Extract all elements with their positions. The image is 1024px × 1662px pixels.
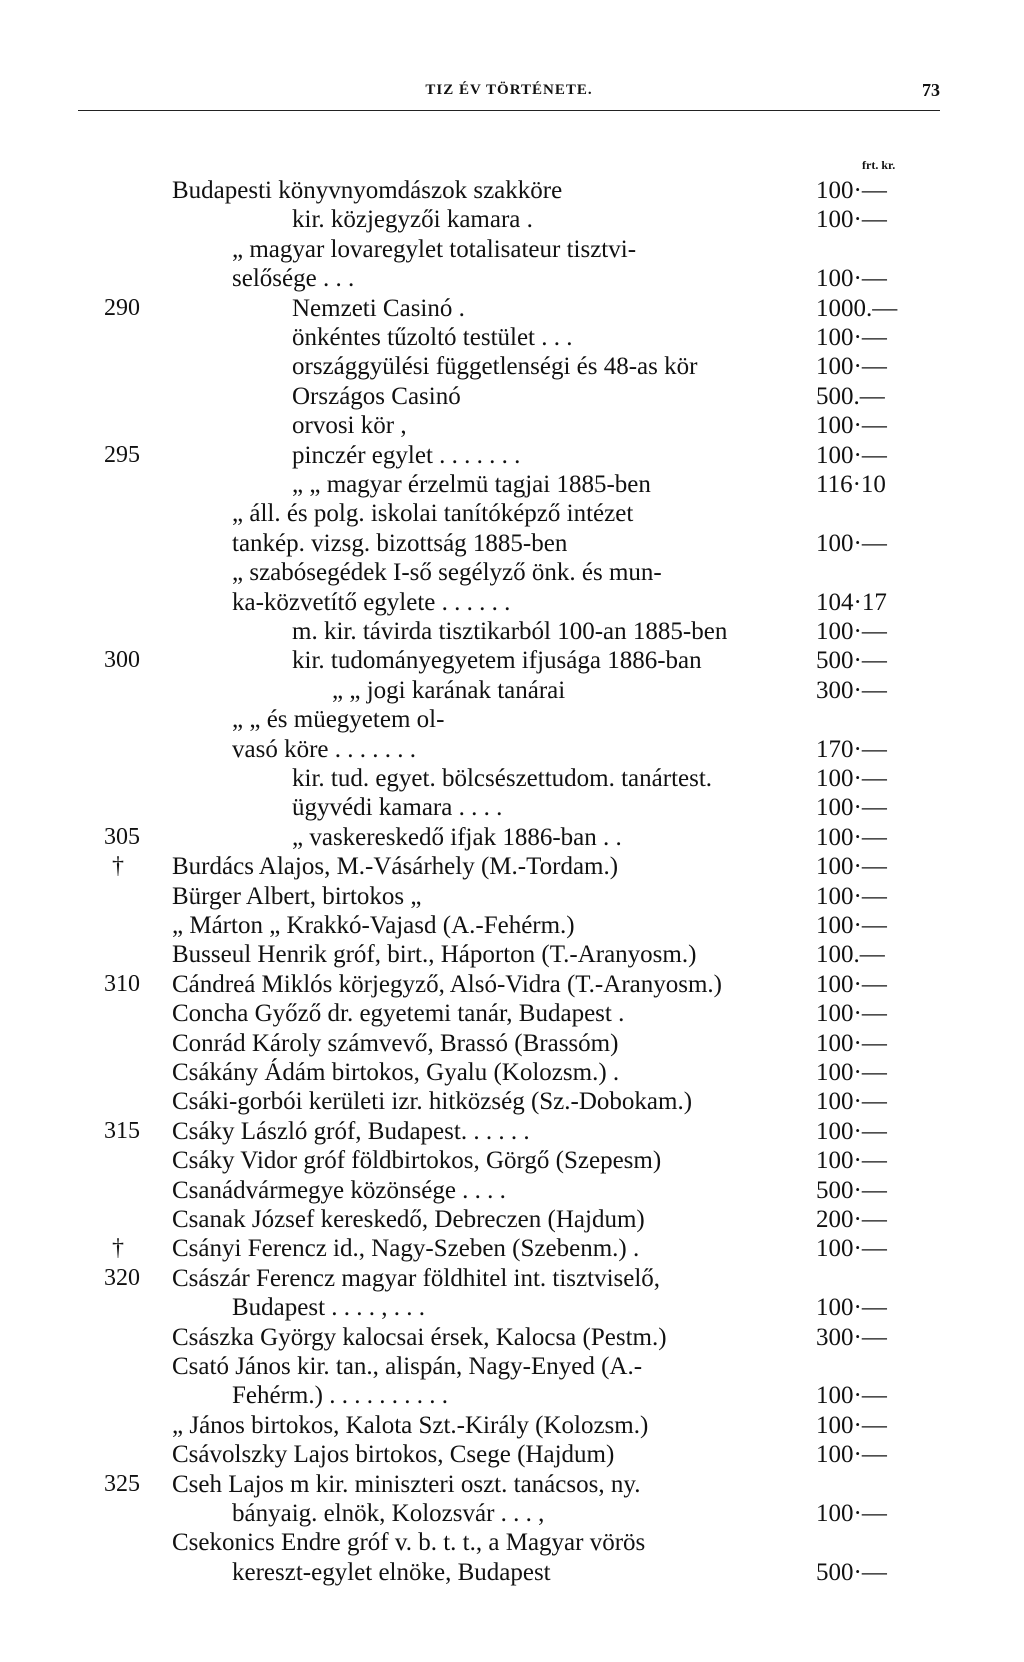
list-item xyxy=(0,882,1024,911)
entry-amount: 100·— xyxy=(816,1235,887,1263)
entry-text: önkéntes tűzoltó testület . . . xyxy=(292,324,573,351)
entry-text: vasó köre . . . . . . . xyxy=(232,735,416,763)
list-item xyxy=(0,1323,1024,1352)
list-item xyxy=(0,1440,1024,1469)
list-item xyxy=(0,676,1024,705)
list-item xyxy=(0,617,1024,646)
entry-amount: 500.— xyxy=(816,382,885,410)
entry-amount: 100·— xyxy=(816,823,887,851)
entry-amount: 100·— xyxy=(816,529,887,557)
entry-text: bányaig. elnök, Kolozsvár . . . , xyxy=(232,1500,545,1527)
entry-amount: 100·— xyxy=(816,1029,887,1057)
entry-amount: 100·— xyxy=(816,794,887,822)
list-item xyxy=(0,852,1024,881)
line-number: 300 xyxy=(104,647,140,674)
list-item xyxy=(0,205,1024,234)
entry-amount: 100·— xyxy=(816,353,887,381)
entry-text: kir. tud. egyet. bölcsészettudom. tanártest. xyxy=(292,765,713,792)
entry-text: Bürger Albert, birtokos „ xyxy=(172,882,422,910)
entry-amount: 100·— xyxy=(816,1059,887,1086)
entry-amount: 100·— xyxy=(816,1411,887,1439)
entry-amount: 500·— xyxy=(816,1176,887,1204)
entry-text: „ áll. és polg. iskolai tanítóképző intézet xyxy=(232,500,634,528)
entry-text: tankép. vizsg. bizottság 1885-ben xyxy=(232,529,568,557)
entry-text: Concha Győző dr. egyetemi tanár, Budapest . xyxy=(172,1000,625,1028)
list-item xyxy=(0,1087,1024,1116)
list-item xyxy=(0,735,1024,764)
list-item xyxy=(0,235,1024,264)
entry-text: Budapest . . . . , . . . xyxy=(232,1294,426,1322)
entry-text: Conrád Károly számvevő, Brassó (Brassóm) xyxy=(172,1029,619,1057)
entry-amount: 100·— xyxy=(816,206,887,234)
entry-amount: 100·— xyxy=(816,1294,887,1322)
list-item xyxy=(0,294,1024,323)
entry-amount: 100·— xyxy=(816,1088,887,1116)
entry-amount: 1000.— xyxy=(816,294,898,322)
entry-text: „ János birtokos, Kalota Szt.-Király (Kolozsm.) xyxy=(172,1411,649,1439)
list-item xyxy=(0,999,1024,1028)
list-item xyxy=(0,411,1024,440)
entry-text: ka-közvetítő egylete . . . . . . xyxy=(232,588,511,616)
entry-amount: 100·— xyxy=(816,265,887,293)
list-item xyxy=(0,646,1024,675)
entry-text: országgyülési függetlenségi és 48-as kör xyxy=(292,353,698,381)
entry-text: „ Márton „ Krakkó-Vajasd (A.-Fehérm.) xyxy=(172,912,575,939)
entry-text: „ „ magyar érzelmü tagjai 1885-ben xyxy=(292,471,651,498)
list-item xyxy=(0,1146,1024,1175)
list-item xyxy=(0,823,1024,852)
list-item xyxy=(0,588,1024,617)
entry-amount: 116·10 xyxy=(816,471,886,498)
list-item xyxy=(0,764,1024,793)
list-item xyxy=(0,793,1024,822)
entry-amount: 104·17 xyxy=(816,588,887,616)
line-number: 320 xyxy=(104,1264,140,1291)
list-item xyxy=(0,705,1024,734)
entry-text: Busseul Henrik gróf, birt., Háporton (T.-Aranyosm.) xyxy=(172,941,697,969)
entry-amount: 100·— xyxy=(816,853,887,881)
running-header xyxy=(78,80,940,112)
entry-text: Cseh Lajos m kir. miniszteri oszt. tanácsos, ny. xyxy=(172,1470,641,1498)
entry-amount: 100·— xyxy=(816,1382,887,1410)
entry-text: Csákány Ádám birtokos, Gyalu (Kolozsm.) . xyxy=(172,1059,620,1086)
list-item xyxy=(0,970,1024,999)
list-item xyxy=(0,1499,1024,1528)
entry-text: Csanak József kereskedő, Debreczen (Hajdum) xyxy=(172,1206,645,1233)
entry-text: Budapesti könyvnyomdászok szakköre xyxy=(172,177,563,204)
entry-amount: 100·— xyxy=(816,618,887,645)
entry-amount: 100·— xyxy=(816,765,887,792)
list-item xyxy=(0,382,1024,411)
entry-text: kir. tudományegyetem ifjusága 1886-ban xyxy=(292,647,702,675)
line-number: † xyxy=(112,853,124,880)
header-rule xyxy=(78,110,940,111)
entry-text: Csekonics Endre gróf v. b. t. t., a Magyar vörös xyxy=(172,1529,646,1557)
entry-amount: 100·— xyxy=(816,1000,887,1028)
entry-amount: 100.— xyxy=(816,941,885,969)
currency-units-label: frt. kr. xyxy=(862,158,896,172)
list-item xyxy=(0,558,1024,587)
line-number: 305 xyxy=(104,823,140,850)
entry-text: „ magyar lovaregylet totalisateur tisztvi- xyxy=(232,235,637,263)
entry-amount: 100·— xyxy=(816,1441,887,1469)
entry-amount: 100·— xyxy=(816,1117,887,1145)
entry-amount: 100·— xyxy=(816,441,887,469)
list-item xyxy=(0,1058,1024,1087)
entry-text: Nemzeti Casinó . xyxy=(292,294,465,322)
list-item xyxy=(0,264,1024,293)
entry-text: selősége . . . xyxy=(232,265,355,293)
list-item xyxy=(0,1176,1024,1205)
entry-text: „ vaskereskedő ifjak 1886-ban . . xyxy=(292,823,622,851)
entry-text: Császka György kalocsai érsek, Kalocsa (Pestm.) xyxy=(172,1323,667,1351)
entry-amount: 100·— xyxy=(816,1147,887,1175)
line-number: † xyxy=(112,1235,124,1262)
entry-text: Csávolszky Lajos birtokos, Csege (Hajdum) xyxy=(172,1441,615,1469)
line-number: 290 xyxy=(104,294,140,321)
page-number: 73 xyxy=(922,80,940,100)
entry-text: Csányi Ferencz id., Nagy-Szeben (Szebenm.) . xyxy=(172,1235,640,1263)
running-title: TIZ ÉV TÖRTÉNETE. xyxy=(425,82,593,98)
entry-text: orvosi kör , xyxy=(292,412,407,440)
list-item xyxy=(0,1234,1024,1263)
entry-text: „ szabósegédek I-ső segélyző önk. és mun- xyxy=(232,559,662,587)
entry-amount: 100·— xyxy=(816,324,887,351)
entry-amount: 200·— xyxy=(816,1206,887,1233)
list-item xyxy=(0,441,1024,470)
list-item xyxy=(0,1117,1024,1146)
list-item xyxy=(0,470,1024,499)
entry-text: Csáky Vidor gróf földbirtokos, Görgő (Szepesm) xyxy=(172,1147,662,1175)
line-number: 295 xyxy=(104,441,140,468)
list-item xyxy=(0,1381,1024,1410)
list-item xyxy=(0,1205,1024,1234)
entry-text: Országos Casinó xyxy=(292,382,461,410)
entry-amount: 100·— xyxy=(816,177,887,204)
entry-amount: 170·— xyxy=(816,735,887,763)
line-number: 310 xyxy=(104,970,140,997)
entry-text: kir. közjegyzői kamara . xyxy=(292,206,533,234)
entry-text: Csató János kir. tan., alispán, Nagy-Enyed (A.- xyxy=(172,1353,643,1380)
entry-amount: 500·— xyxy=(816,647,887,675)
list-item xyxy=(0,323,1024,352)
list-item xyxy=(0,1029,1024,1058)
list-item xyxy=(0,911,1024,940)
entry-amount: 100·— xyxy=(816,912,887,939)
entry-amount: 100·— xyxy=(816,412,887,440)
line-number: 325 xyxy=(104,1470,140,1497)
entry-text: „ „ és müegyetem ol- xyxy=(232,706,445,734)
entry-text: Csáky László gróf, Budapest. . . . . . xyxy=(172,1117,530,1145)
list-item xyxy=(0,1264,1024,1293)
entry-text: Burdács Alajos, M.-Vásárhely (M.-Tordam.) xyxy=(172,853,619,881)
list-item xyxy=(0,1411,1024,1440)
list-item xyxy=(0,176,1024,205)
line-number: 315 xyxy=(104,1117,140,1144)
entry-text: Csanádvármegye közönsége . . . . xyxy=(172,1176,506,1204)
list-item xyxy=(0,499,1024,528)
entry-amount: 500·— xyxy=(816,1558,887,1586)
entry-text: m. kir. távirda tisztikarból 100-an 1885-ben xyxy=(292,618,728,645)
list-item xyxy=(0,529,1024,558)
entry-text: kereszt-egylet elnöke, Budapest xyxy=(232,1558,551,1586)
entry-amount: 300·— xyxy=(816,1323,887,1351)
entry-amount: 300·— xyxy=(816,676,887,704)
entry-text: ügyvédi kamara . . . . xyxy=(292,794,503,822)
list-item xyxy=(0,1558,1024,1587)
entry-amount: 100·— xyxy=(816,970,887,998)
list-item xyxy=(0,940,1024,969)
entry-amount: 100·— xyxy=(816,882,887,910)
entry-text: Császár Ferencz magyar földhitel int. tisztviselő, xyxy=(172,1264,661,1292)
list-item xyxy=(0,1528,1024,1557)
entry-text: Cándreá Miklós körjegyző, Alsó-Vidra (T.-Aranyosm.) xyxy=(172,970,722,998)
entry-text: Fehérm.) . . . . . . . . . . xyxy=(232,1382,448,1410)
entry-text: Csáki-gorbói kerületi izr. hitközség (Sz.-Dobokam.) xyxy=(172,1088,693,1116)
list-item xyxy=(0,1352,1024,1381)
entry-text: „ „ jogi karának tanárai xyxy=(332,676,566,704)
list-item xyxy=(0,1470,1024,1499)
list-item xyxy=(0,1293,1024,1322)
entry-amount: 100·— xyxy=(816,1500,887,1527)
list-item xyxy=(0,352,1024,381)
entry-text: pinczér egylet . . . . . . . xyxy=(292,441,521,469)
